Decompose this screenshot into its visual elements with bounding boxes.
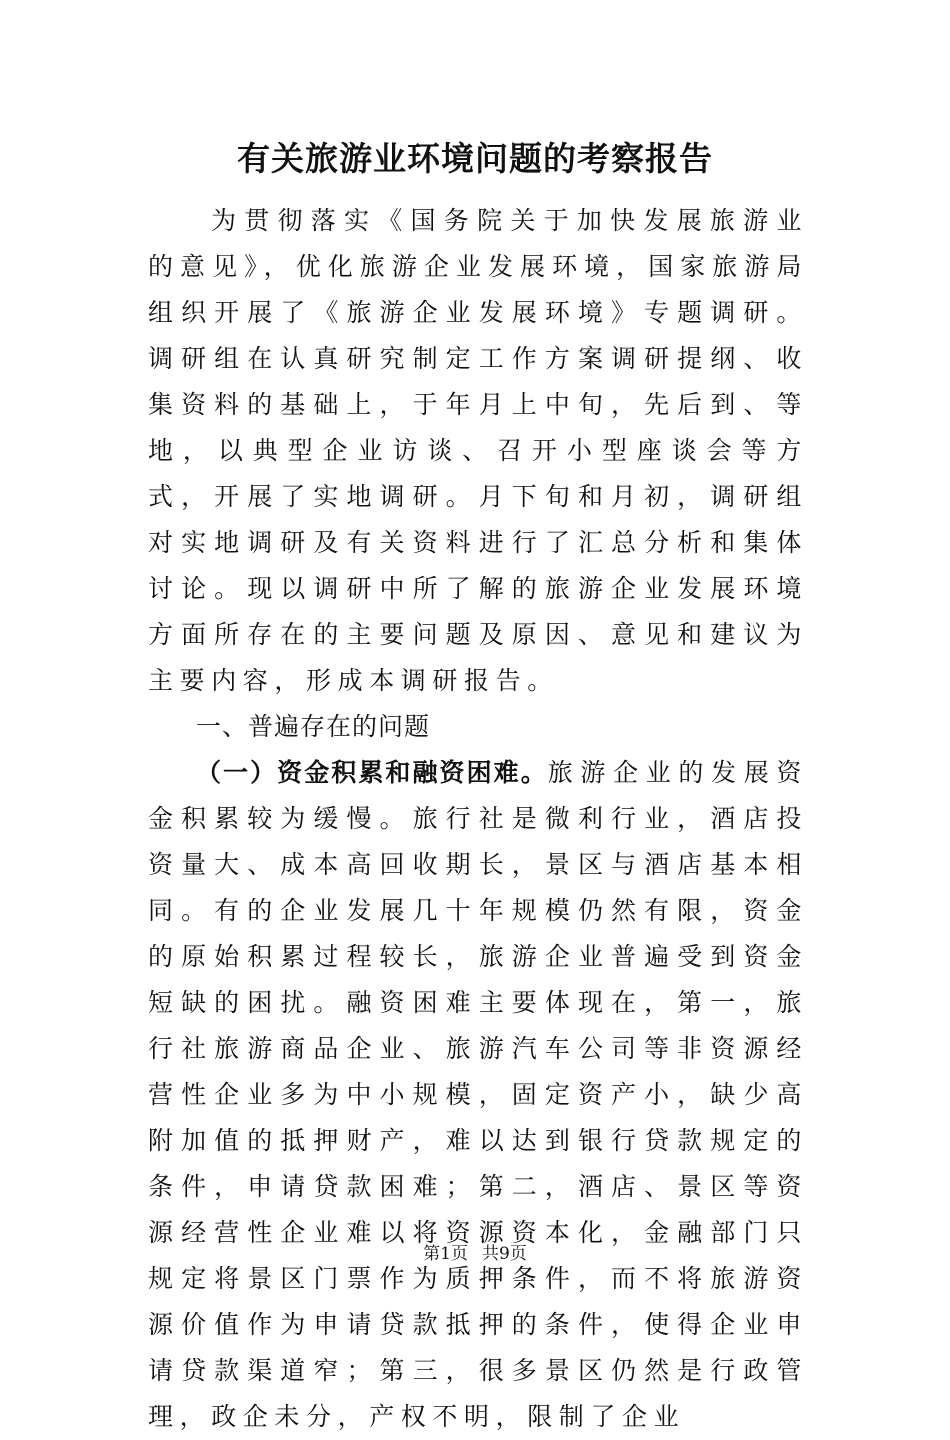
section-heading: 一、普遍存在的问题 bbox=[196, 712, 431, 741]
intro-paragraph: 为贯彻落实《国务院关于加快发展旅游业的意见》，优化旅游企业发展环境，国家旅游局组织开展了《旅游企业发展环境》专题调研。调研组在认真研究制定工作方案调研提纲、收集资料的基础上，于年月上中旬，先后到、等地，以典型企业访谈、召开小型座谈会等方式，开展了实地调研。月下旬和月初，调研组对实地调研及有关资料进行了汇总分析和集体讨论。现以调研中所了解的旅游企业发展环境方面所存在的主要问题及原因、意见和建议为主要内容，形成本调研报告。 bbox=[148, 206, 808, 695]
subsection-text: 旅游企业的发展资金积累较为缓慢。旅行社是微利行业，酒店投资量大、成本高回收期长，景区与酒店基本相同。有的企业发展几十年规模仍然有限，资金的原始积累过程较长，旅游企业普遍受到资金短缺的困扰。融资困难主要体现在，第一，旅行社旅游商品企业、旅游汽车公司等非资源经营性企业多为中小规模，固定资产小，缺少高附加值的抵押财产，难以达到银行贷款规定的条件，申请贷款困难；第二，酒店、景区等资源经营性企业难以将资源资本化，金融部门只规定将景区门票作为质押条件，而不将旅游资源价值作为申请贷款抵押的条件，使得企业申请贷款渠道窄；第三，很多景区仍然是行政管理，政企未分，产权不明，限制了企业 bbox=[148, 758, 808, 1431]
page-title: 有关旅游业环境问题的考察报告 bbox=[237, 139, 713, 178]
page-number: 第1页 bbox=[423, 1244, 468, 1264]
page-footer bbox=[0, 1242, 950, 1266]
subsection-paragraph bbox=[148, 750, 808, 1440]
page-total: 共9页 bbox=[482, 1244, 527, 1264]
subsection-lead: （一）资金积累和融资困难。 bbox=[196, 758, 548, 787]
